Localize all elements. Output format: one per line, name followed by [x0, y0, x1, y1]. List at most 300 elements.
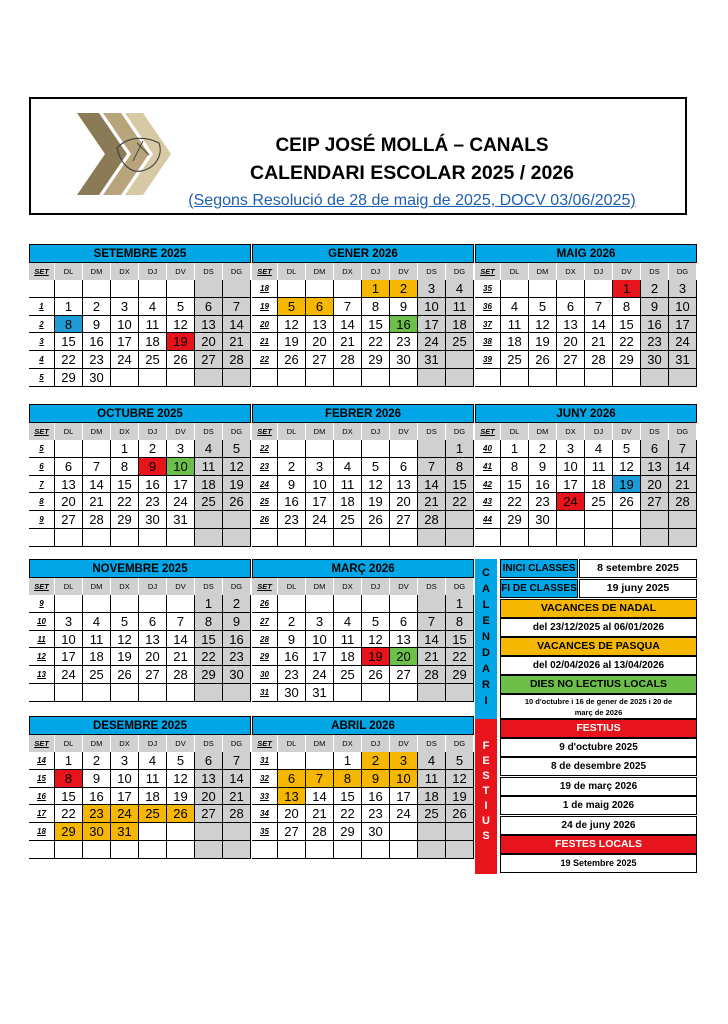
day-cell	[223, 684, 251, 702]
day-cell: 29	[446, 666, 474, 684]
week-number	[29, 841, 55, 859]
day-cell	[278, 529, 306, 547]
weekday-label: SET	[29, 263, 55, 280]
weekday-label: DX	[334, 423, 362, 440]
day-cell	[306, 752, 334, 770]
nadal-dates: del 23/12/2025 al 06/01/2026	[500, 618, 697, 637]
day-cell: 3	[669, 280, 697, 298]
day-cell: 23	[278, 511, 306, 529]
day-cell: 25	[585, 493, 613, 511]
day-cell: 12	[111, 631, 139, 649]
day-cell	[613, 529, 641, 547]
day-cell	[418, 684, 446, 702]
day-cell	[557, 511, 585, 529]
day-cell: 10	[55, 631, 83, 649]
day-cell: 20	[195, 788, 223, 806]
week-number: 18	[29, 823, 55, 841]
day-cell	[334, 595, 362, 613]
day-cell	[55, 529, 83, 547]
day-cell	[195, 823, 223, 841]
day-cell: 16	[278, 648, 306, 666]
weekday-label: DX	[111, 578, 139, 595]
day-cell: 23	[641, 333, 669, 351]
day-cell: 26	[111, 666, 139, 684]
day-cell	[83, 440, 111, 458]
day-cell	[139, 280, 167, 298]
week-row	[475, 458, 697, 476]
day-cell: 9	[278, 476, 306, 494]
day-cell	[585, 369, 613, 387]
day-cell	[446, 351, 474, 369]
week-number	[29, 280, 55, 298]
day-cell: 30	[223, 666, 251, 684]
fi-value: 19 juny 2025	[579, 579, 697, 598]
week-number: 18	[252, 280, 278, 298]
day-cell	[83, 841, 111, 859]
day-cell	[306, 369, 334, 387]
day-cell: 6	[306, 298, 334, 316]
day-cell: 21	[306, 805, 334, 823]
week-number: 33	[252, 788, 278, 806]
day-cell: 11	[334, 631, 362, 649]
day-cell: 29	[55, 823, 83, 841]
day-cell: 2	[278, 458, 306, 476]
week-number: 23	[252, 458, 278, 476]
day-cell: 21	[223, 788, 251, 806]
day-cell	[390, 595, 418, 613]
day-cell	[390, 529, 418, 547]
day-cell	[223, 369, 251, 387]
day-cell: 15	[111, 476, 139, 494]
weekday-label: SET	[252, 735, 278, 752]
day-cell: 30	[390, 351, 418, 369]
week-number: 17	[29, 805, 55, 823]
day-cell: 16	[278, 493, 306, 511]
weekday-label: DS	[641, 263, 669, 280]
day-cell	[195, 529, 223, 547]
day-cell: 17	[111, 333, 139, 351]
day-cell: 14	[223, 316, 251, 334]
day-cell: 4	[446, 280, 474, 298]
weekday-label: DS	[195, 578, 223, 595]
day-cell: 25	[83, 666, 111, 684]
day-cell	[195, 280, 223, 298]
day-cell	[167, 595, 195, 613]
week-row	[252, 440, 474, 458]
day-cell: 13	[195, 316, 223, 334]
week-number: 39	[475, 351, 501, 369]
fi-label: FI DE CLASSES	[500, 579, 578, 598]
day-cell	[167, 823, 195, 841]
day-cell	[139, 595, 167, 613]
day-cell: 17	[306, 493, 334, 511]
day-cell: 1	[446, 595, 474, 613]
legend-panel	[475, 559, 697, 873]
day-cell: 25	[139, 805, 167, 823]
day-cell: 9	[83, 316, 111, 334]
resolution-link[interactable]: (Segons Resolució de 28 de maig de 2025, DOCV 03/06/2025)	[188, 192, 636, 209]
weekday-label: DX	[334, 735, 362, 752]
weekday-label: DV	[390, 423, 418, 440]
week-number: 5	[29, 369, 55, 387]
month-title: GENER 2026	[252, 244, 474, 263]
day-cell: 26	[362, 511, 390, 529]
day-cell: 6	[55, 458, 83, 476]
day-cell: 10	[669, 298, 697, 316]
day-cell: 7	[334, 298, 362, 316]
day-cell: 11	[418, 770, 446, 788]
month-1	[252, 244, 474, 404]
week-number: 31	[252, 684, 278, 702]
day-cell	[55, 440, 83, 458]
week-number	[252, 369, 278, 387]
day-cell: 14	[167, 631, 195, 649]
weekday-header	[252, 578, 474, 595]
day-cell: 14	[83, 476, 111, 494]
day-cell: 13	[139, 631, 167, 649]
weekday-label: DL	[501, 263, 529, 280]
day-cell: 14	[585, 316, 613, 334]
day-cell: 26	[446, 805, 474, 823]
day-cell: 10	[167, 458, 195, 476]
day-cell: 2	[278, 613, 306, 631]
day-cell: 26	[613, 493, 641, 511]
day-cell: 16	[362, 788, 390, 806]
week-number: 20	[252, 316, 278, 334]
day-cell: 23	[83, 805, 111, 823]
weekday-label: DG	[669, 423, 697, 440]
week-row	[29, 613, 251, 631]
day-cell: 12	[362, 631, 390, 649]
day-cell: 12	[278, 316, 306, 334]
day-cell	[557, 369, 585, 387]
day-cell: 18	[585, 476, 613, 494]
day-cell: 24	[306, 511, 334, 529]
day-cell: 25	[446, 333, 474, 351]
day-cell	[529, 280, 557, 298]
day-cell: 26	[529, 351, 557, 369]
day-cell: 10	[557, 458, 585, 476]
week-row	[29, 298, 251, 316]
week-number: 32	[252, 770, 278, 788]
month-2	[475, 244, 697, 404]
day-cell: 7	[418, 613, 446, 631]
day-cell: 1	[446, 440, 474, 458]
day-cell	[334, 280, 362, 298]
day-cell	[278, 440, 306, 458]
day-cell: 16	[390, 316, 418, 334]
day-cell	[111, 529, 139, 547]
day-cell	[362, 841, 390, 859]
weekday-label: DM	[83, 735, 111, 752]
week-number	[252, 841, 278, 859]
inici-label: INICI CLASSES	[500, 559, 578, 578]
festiu-item: 1 de maig 2026	[500, 796, 697, 815]
day-cell: 3	[111, 298, 139, 316]
day-cell: 15	[55, 333, 83, 351]
day-cell: 16	[83, 333, 111, 351]
day-cell	[195, 684, 223, 702]
day-cell: 8	[55, 316, 83, 334]
day-cell: 18	[83, 648, 111, 666]
week-row	[475, 316, 697, 334]
day-cell	[139, 841, 167, 859]
day-cell: 1	[362, 280, 390, 298]
day-cell: 6	[390, 458, 418, 476]
weekday-label: DM	[83, 578, 111, 595]
day-cell: 15	[613, 316, 641, 334]
week-row	[252, 666, 474, 684]
day-cell	[334, 684, 362, 702]
day-cell: 27	[278, 823, 306, 841]
day-cell: 19	[613, 476, 641, 494]
festes-locals-label: FESTES LOCALS	[500, 835, 697, 854]
day-cell: 27	[195, 805, 223, 823]
day-cell: 11	[139, 316, 167, 334]
weekday-label: DL	[278, 423, 306, 440]
month-7	[252, 559, 474, 719]
day-cell	[167, 280, 195, 298]
day-cell	[641, 369, 669, 387]
week-row	[252, 788, 474, 806]
day-cell	[278, 841, 306, 859]
day-cell: 6	[390, 613, 418, 631]
month-title: MAIG 2026	[475, 244, 697, 263]
weekday-label: DV	[167, 423, 195, 440]
week-number: 9	[29, 595, 55, 613]
week-number: 35	[252, 823, 278, 841]
day-cell: 5	[111, 613, 139, 631]
day-cell: 11	[195, 458, 223, 476]
day-cell: 17	[418, 316, 446, 334]
day-cell	[390, 440, 418, 458]
day-cell: 29	[501, 511, 529, 529]
day-cell	[446, 369, 474, 387]
week-row	[252, 631, 474, 649]
day-cell: 30	[278, 684, 306, 702]
day-cell: 2	[390, 280, 418, 298]
day-cell: 17	[111, 788, 139, 806]
day-cell: 7	[223, 298, 251, 316]
day-cell: 14	[306, 788, 334, 806]
day-cell: 22	[446, 648, 474, 666]
week-number: 25	[252, 493, 278, 511]
day-cell: 3	[167, 440, 195, 458]
weekday-label: DL	[55, 263, 83, 280]
day-cell: 24	[669, 333, 697, 351]
day-cell: 26	[223, 493, 251, 511]
day-cell: 5	[613, 440, 641, 458]
day-cell: 25	[195, 493, 223, 511]
weekday-label: DG	[446, 423, 474, 440]
festiu-item: 8 de desembre 2025	[500, 757, 697, 776]
day-cell: 3	[418, 280, 446, 298]
week-row	[252, 458, 474, 476]
week-number: 12	[29, 648, 55, 666]
day-cell	[501, 369, 529, 387]
day-cell: 8	[55, 770, 83, 788]
day-cell: 11	[501, 316, 529, 334]
day-cell: 10	[111, 316, 139, 334]
day-cell: 20	[641, 476, 669, 494]
week-number: 26	[252, 511, 278, 529]
weekday-label: DX	[111, 735, 139, 752]
day-cell: 16	[223, 631, 251, 649]
weekday-label: DS	[641, 423, 669, 440]
day-cell	[83, 595, 111, 613]
day-cell: 20	[390, 648, 418, 666]
weekday-header	[475, 263, 697, 280]
day-cell: 13	[557, 316, 585, 334]
weekday-label: DM	[306, 263, 334, 280]
day-cell	[501, 529, 529, 547]
week-row	[29, 511, 251, 529]
day-cell: 3	[390, 752, 418, 770]
weekday-label: DV	[167, 578, 195, 595]
week-row	[29, 369, 251, 387]
day-cell: 21	[585, 333, 613, 351]
day-cell: 29	[111, 511, 139, 529]
weekday-label: SET	[252, 423, 278, 440]
day-cell	[83, 280, 111, 298]
week-row	[475, 369, 697, 387]
day-cell	[446, 529, 474, 547]
day-cell: 9	[390, 298, 418, 316]
day-cell: 14	[223, 770, 251, 788]
month-title: FEBRER 2026	[252, 404, 474, 423]
week-row	[475, 333, 697, 351]
week-row	[29, 529, 251, 547]
day-cell: 12	[167, 770, 195, 788]
week-number: 8	[29, 493, 55, 511]
day-cell: 23	[362, 805, 390, 823]
day-cell: 20	[390, 493, 418, 511]
month-title: ABRIL 2026	[252, 716, 474, 735]
week-number: 11	[29, 631, 55, 649]
day-cell	[446, 684, 474, 702]
week-number: 9	[29, 511, 55, 529]
weekday-header	[29, 263, 251, 280]
day-cell: 31	[669, 351, 697, 369]
day-cell: 13	[390, 631, 418, 649]
day-cell: 7	[306, 770, 334, 788]
week-row	[252, 333, 474, 351]
day-cell: 11	[83, 631, 111, 649]
day-cell: 15	[195, 631, 223, 649]
day-cell: 7	[223, 752, 251, 770]
day-cell: 29	[334, 823, 362, 841]
week-number: 28	[252, 631, 278, 649]
weekday-label: DM	[529, 263, 557, 280]
weekday-label: DM	[83, 263, 111, 280]
week-number: 22	[252, 440, 278, 458]
day-cell	[669, 369, 697, 387]
day-cell: 16	[139, 476, 167, 494]
week-number: 16	[29, 788, 55, 806]
day-cell: 13	[641, 458, 669, 476]
day-cell: 2	[223, 595, 251, 613]
day-cell: 1	[55, 298, 83, 316]
day-cell: 10	[306, 631, 334, 649]
day-cell: 25	[334, 666, 362, 684]
weekday-label: DX	[557, 423, 585, 440]
week-number: 4	[29, 351, 55, 369]
month-title: JUNY 2026	[475, 404, 697, 423]
day-cell: 3	[306, 458, 334, 476]
day-cell: 12	[446, 770, 474, 788]
day-cell	[557, 529, 585, 547]
day-cell: 23	[139, 493, 167, 511]
day-cell	[334, 841, 362, 859]
day-cell: 27	[641, 493, 669, 511]
day-cell: 5	[362, 613, 390, 631]
day-cell	[362, 440, 390, 458]
day-cell: 5	[223, 440, 251, 458]
week-row	[475, 529, 697, 547]
day-cell	[278, 595, 306, 613]
day-cell: 4	[334, 458, 362, 476]
day-cell: 18	[334, 648, 362, 666]
day-cell	[418, 595, 446, 613]
day-cell: 23	[83, 351, 111, 369]
day-cell: 24	[557, 493, 585, 511]
day-cell: 30	[83, 369, 111, 387]
day-cell: 9	[278, 631, 306, 649]
day-cell: 9	[223, 613, 251, 631]
day-cell	[501, 280, 529, 298]
week-row	[252, 298, 474, 316]
day-cell: 23	[390, 333, 418, 351]
weekday-label: DL	[278, 578, 306, 595]
day-cell: 18	[334, 493, 362, 511]
week-row	[29, 788, 251, 806]
day-cell: 28	[306, 823, 334, 841]
weekday-label: DL	[278, 263, 306, 280]
weekday-label: DS	[418, 578, 446, 595]
week-row	[29, 333, 251, 351]
day-cell: 27	[306, 351, 334, 369]
weekday-label: DV	[390, 578, 418, 595]
weekday-label: SET	[475, 263, 501, 280]
weekday-label: SET	[29, 735, 55, 752]
day-cell: 1	[613, 280, 641, 298]
day-cell: 21	[167, 648, 195, 666]
day-cell: 31	[306, 684, 334, 702]
day-cell: 17	[390, 788, 418, 806]
week-row	[29, 770, 251, 788]
week-row	[252, 613, 474, 631]
week-row	[29, 476, 251, 494]
weekday-label: DG	[223, 423, 251, 440]
weekday-label: DL	[55, 423, 83, 440]
weekday-label: DM	[306, 578, 334, 595]
weekday-label: DG	[223, 735, 251, 752]
weekday-header	[252, 423, 474, 440]
weekday-label: SET	[252, 578, 278, 595]
day-cell	[362, 595, 390, 613]
week-number	[29, 529, 55, 547]
day-cell: 21	[669, 476, 697, 494]
day-cell	[557, 280, 585, 298]
weekday-label: DS	[195, 423, 223, 440]
day-cell: 19	[446, 788, 474, 806]
day-cell: 28	[83, 511, 111, 529]
day-cell: 19	[167, 333, 195, 351]
day-cell: 4	[418, 752, 446, 770]
day-cell: 24	[418, 333, 446, 351]
day-cell: 8	[446, 613, 474, 631]
day-cell: 25	[334, 511, 362, 529]
